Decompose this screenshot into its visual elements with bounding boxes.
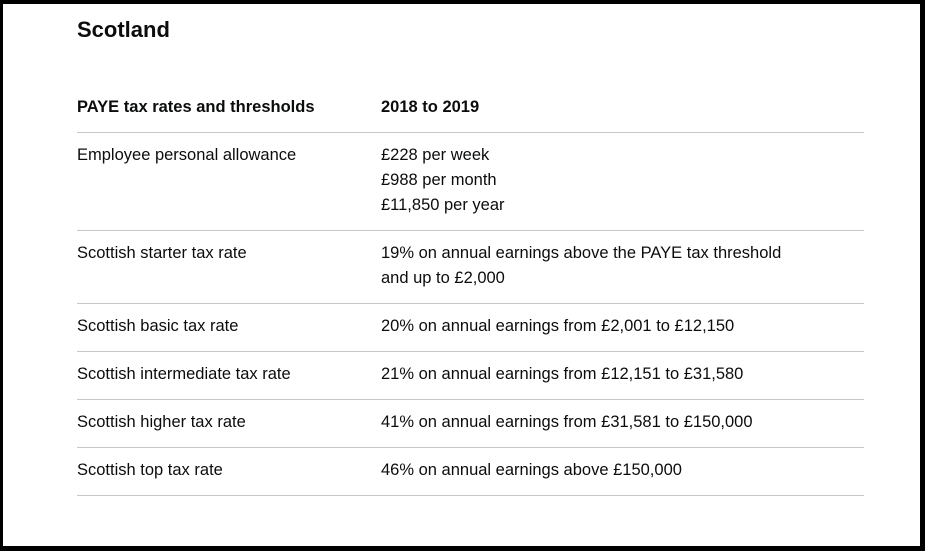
value-line: £988 per month: [381, 171, 497, 189]
table-header-row: [77, 84, 864, 133]
table-row: [77, 448, 864, 496]
row-label: Scottish top tax rate: [77, 448, 381, 496]
row-value: 41% on annual earnings from £31,581 to £150,000: [381, 400, 864, 448]
table-row: [77, 352, 864, 400]
table-row: [77, 231, 864, 304]
row-label: Employee personal allowance: [77, 133, 381, 231]
row-label: Scottish higher tax rate: [77, 400, 381, 448]
row-value: 20% on annual earnings from £2,001 to £12,150: [381, 304, 864, 352]
table-row: [77, 400, 864, 448]
row-value: 19% on annual earnings above the PAYE tax threshold and up to £2,000: [381, 231, 864, 304]
row-label: Scottish basic tax rate: [77, 304, 381, 352]
tax-rates-table: [77, 84, 864, 496]
table-row: [77, 133, 864, 231]
value-line: £228 per week: [381, 146, 490, 164]
table-row: [77, 304, 864, 352]
column-header-year: 2018 to 2019: [381, 84, 864, 133]
section-heading: Scotland: [77, 17, 170, 42]
column-header-rates: PAYE tax rates and thresholds: [77, 84, 381, 133]
row-label: Scottish intermediate tax rate: [77, 352, 381, 400]
row-value: [381, 133, 864, 231]
row-value: 46% on annual earnings above £150,000: [381, 448, 864, 496]
row-value: 21% on annual earnings from £12,151 to £31,580: [381, 352, 864, 400]
row-label: Scottish starter tax rate: [77, 231, 381, 304]
value-line: £11,850 per year: [381, 196, 505, 214]
